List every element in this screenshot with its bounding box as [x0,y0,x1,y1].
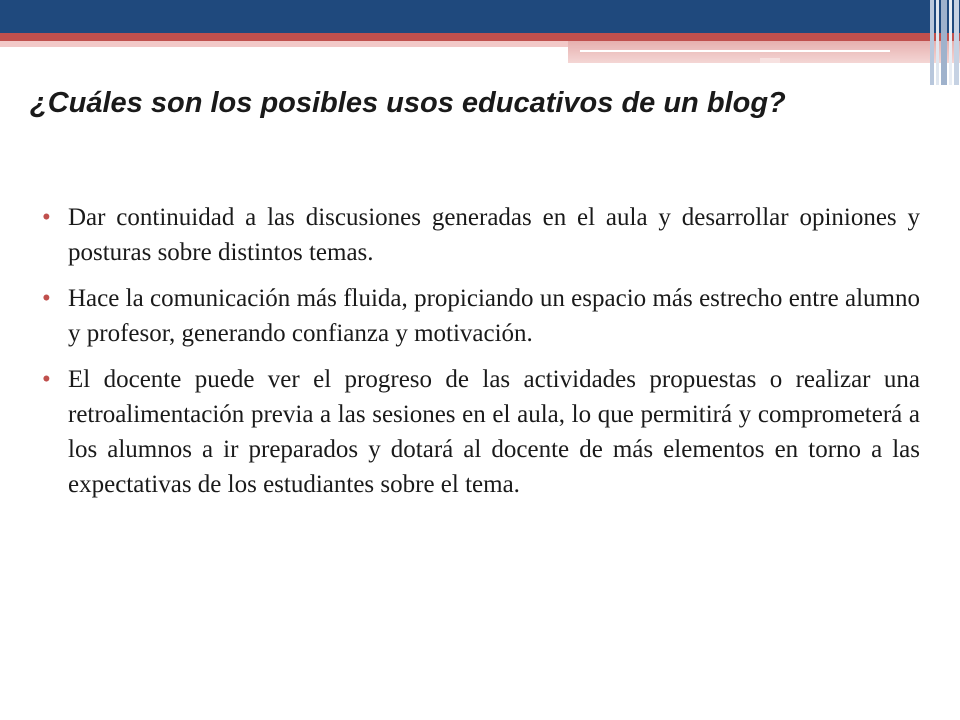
bullet-text: Dar continuidad a las discusiones generadas en el aula y desarrollar opiniones y posturas sobre distintos temas. [68,204,920,266]
bullet-icon: • [42,204,51,231]
bullet-icon: • [42,366,51,393]
header-stripe [936,0,939,85]
header-band-blue [0,0,960,33]
header-band-fade [760,58,780,63]
header-stripe [954,0,959,85]
slide-title: ¿Cuáles son los posibles usos educativos de un blog? [30,87,786,119]
bullet-icon: • [42,285,51,312]
bullet-item [40,200,920,270]
header-stripe [949,0,952,85]
bullet-text: Hace la comunicación más fluida, propiciando un espacio más estrecho entre alumno y profesor, generando confianza y motivación. [68,285,920,347]
header-stripe [941,0,947,85]
bullet-item [40,281,920,351]
header-stripes [930,0,960,85]
header-stripe [930,0,934,85]
bullet-text: El docente puede ver el progreso de las actividades propuestas o realizar una retroalimentación previa a las sesiones en el aula, lo que permitirá y comprometerá a los alumnos a ir preparados y dotará al docente de más elementos en torno a las expectativas de los estudiantes sobre el tema. [68,366,920,498]
bullet-list [40,200,920,513]
header-band-red [0,33,960,41]
header-band-white-line [580,50,890,52]
bullet-item [40,362,920,502]
